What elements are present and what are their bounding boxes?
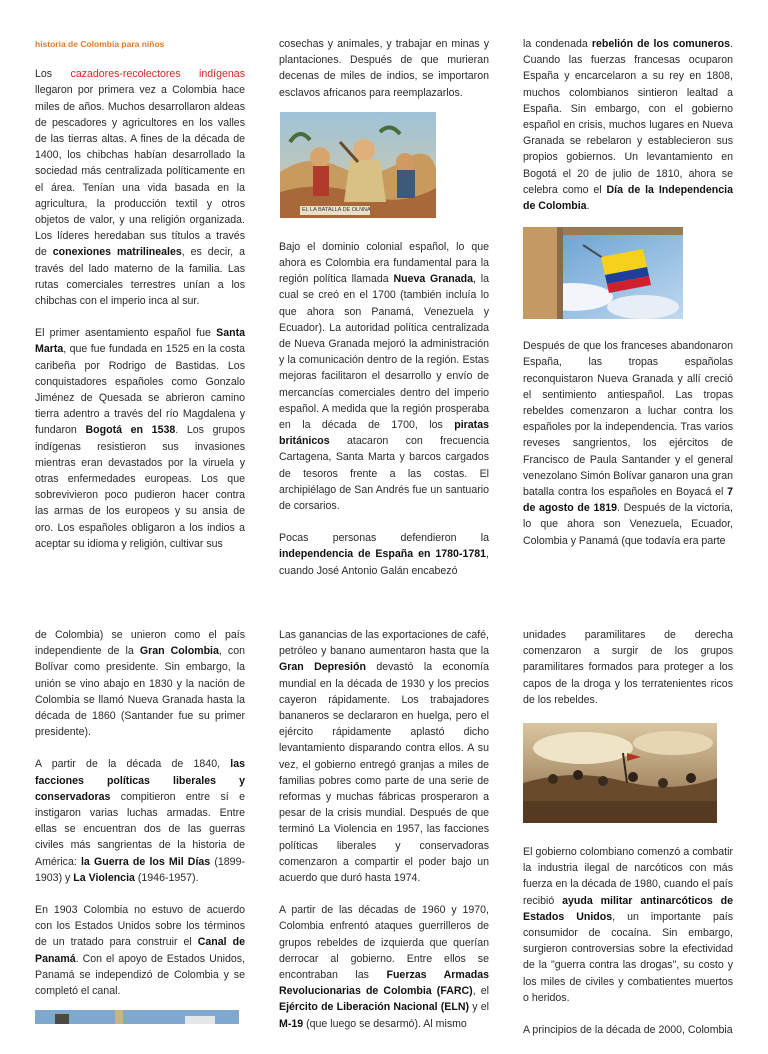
text: devastó la economía mundial en la década de 1930 y los precios cayeron rápidamente. Los trabajadores bananeros se declararon en huelga, pero el ejército rápidamente aplastó dicho levantamiento disparando contra ellos. A su vez, el gobierno entregó granjas a miles de familias pobres como parte de una serie de reformas y muchas fábricas prosperaron a pesar de la crisis mundial. Después de que terminó La Violencia en 1957, las facciones políticas liberales y conservadoras comenzaron a compartir el poder bajo un acuerdo que duró hasta 1974. [279, 661, 489, 885]
text: (que luego se desarmó). Al mismo [303, 1017, 467, 1030]
paragraph [523, 844, 733, 1006]
bold-term: piratas británicos [279, 419, 489, 448]
highlighted-term: cazadores-recolectores indígenas [70, 68, 245, 81]
bold-term: Bogotá en 1538 [85, 424, 176, 437]
bold-term: 7 de agosto de 1819 [523, 486, 733, 515]
page1-column-1 [35, 36, 245, 568]
text: . Cuando las fuerzas francesas ocuparon España y encarcelaron a su rey en 1808, muchos colombianos sintieron lealtad a España. Sin embargo, con el gobierno español en crisis, muchos lugares en Nueva Granada se rebelaron y establecieron sus propios gobiernos. Un levantamiento en Bogotá el 20 de julio de 1810, ahora se celebra como el [523, 38, 733, 196]
text: atacaron con frecuencia Cartagena, Santa Marta y barcos cargados de tesoros frente a las costas. El archipiélago de San Andrés fue un santuario de corsarios. [279, 435, 489, 513]
text: llegaron por primera vez a Colombia hace miles de años. Muchos desarrollaron aldeas de pescadores y agricultores en los valles de las tierras altas. A fines de la década de 1400, los chibchas habían desarrollado la sociedad más centralizada políticamente en el área. Tenían una vida basada en la agricultura, la producción textil y otros objetos de valor, y una religión organizada. Los líderes heredaban sus títulos a través de [35, 84, 245, 259]
colombian-flag-photo [523, 227, 683, 319]
bold-term: rebelión de los comuneros [591, 38, 731, 50]
text: A partir de las décadas de 1960 y 1970, Colombia enfrentó ataques guerrilleros de grupos rebeldes de izquierda que querían derrocar al gobierno. Entre ellos se encontraban las [279, 904, 489, 982]
statue-photo [35, 1010, 239, 1024]
paragraph [279, 530, 489, 579]
paragraph [35, 756, 245, 886]
text: , es decir, a través del lado materno de la familia. Las rutas comerciales terrestres unían a los chibchas con el imperio inca al sur. [35, 246, 245, 308]
bold-term: Gran Depresión [279, 661, 366, 674]
bold-term: ayuda militar antinarcóticos de Estados Unidos [523, 894, 733, 923]
paragraph: unidades paramilitares de derecha comenzaron a surgir de los grupos paramilitares formados para proteger a los capos de la droga y los terratenientes ricos de los rebeldes. [523, 629, 733, 706]
battle-painting-image [280, 112, 436, 218]
document-title: historia de Colombia para niños [35, 39, 165, 49]
paragraph [35, 627, 245, 740]
paragraph [35, 66, 245, 309]
image-caption: EL LA BATALLA DE OLNNA [302, 207, 371, 213]
text: , que fue fundada en 1525 en la costa caribeña por Rodrigo de Bastidas. Los conquistadores españoles como Gonzalo Jiménez de Quesada se abrieron camino tierra adentro a través del río Magdalena y fundaron [35, 343, 245, 437]
text: y el [469, 1001, 489, 1014]
text: la condenada [523, 38, 592, 50]
text: , un importante país consumidor de cocaína. Sin embargo, surgieron controversias sobre la efectividad de la "guerra contra las drogas", su costo y los miles de civiles y combatientes muertos o heridos. [523, 910, 733, 1004]
bold-term: Ejército de Liberación Nacional (ELN) [279, 1001, 470, 1014]
text: , la cual se creó en el 1700 (también incluía lo que ahora son Panamá, Venezuela y Ecuador). La autoridad política centralizada de Nueva Granada mejoró la administración y la comunicación dentro de la región. Estas mejoras facilitaron el desarrollo y envío de mercancías comerciales dentro del imperio español. A medida que la región prosperaba en la década de 1700, los [279, 273, 489, 432]
text: Pocas personas defendieron la [279, 532, 489, 545]
text: Los [35, 68, 71, 81]
paragraph [523, 338, 733, 549]
text: , el [472, 985, 490, 998]
bold-term: la Guerra de los Mil Días [80, 855, 211, 868]
text: , con Bolívar como presidente. Sin embargo, la unión se vino abajo en 1830 y la nación de Colombia se llamó Nueva Granada hasta la década de 1860 (Santander fue su primer presidente). [35, 645, 245, 739]
bold-term: Fuerzas Armadas Revolucionarias de Colombia (FARC) [279, 969, 489, 998]
bold-term: conexiones matrilineales [52, 246, 182, 259]
bold-term: las facciones políticas liberales y conservadoras [35, 758, 245, 803]
paragraph [279, 239, 489, 514]
bold-term: Canal de Panamá [35, 936, 246, 965]
war-painting-image [523, 723, 717, 823]
text: de Colombia) se unieron como el país independiente de la [35, 629, 245, 658]
text: Las ganancias de las exportaciones de café, petróleo y banano aumentaron hasta que la [279, 629, 489, 658]
text: (1899-1903) y [35, 855, 245, 884]
paragraph: cosechas y animales, y trabajar en minas y plantaciones. Después de que murieran decenas de miles de indios, se importaron esclavos africanos para reemplazarlos. [279, 38, 489, 99]
text: compitieron entre sí e instigaron varias luchas armadas. Entre ellas se encuentran dos de las guerras civiles más sangrientas de la historia de América: [35, 790, 245, 868]
paragraph [279, 902, 489, 1032]
text: , cuando José Antonio Galán encabezó [279, 548, 489, 577]
text: . [586, 200, 590, 213]
text: . Después de la victoria, lo que ahora son Venezuela, Ecuador, Colombia y Panamá (que todavía era parte [523, 502, 733, 547]
page2-column-3 [523, 627, 733, 1054]
paragraph: A principios de la década de 2000, Colombia [523, 1024, 733, 1037]
text: En 1903 Colombia no estuvo de acuerdo con los Estados Unidos sobre los términos de un tratado para construir el [35, 904, 245, 949]
text: A partir de la década de 1840, [35, 758, 231, 771]
paragraph [35, 325, 245, 552]
bold-term: M-19 [279, 1017, 304, 1030]
bold-term: Gran Colombia [139, 645, 219, 658]
text: (1946-1957). [134, 871, 199, 884]
text: . Con el apoyo de Estados Unidos, Panamá se independizó de Colombia y se completó el canal. [35, 952, 245, 998]
bold-term: independencia de España en 1780-1781 [279, 548, 487, 561]
text: El primer asentamiento español fue [35, 327, 217, 340]
text: El gobierno colombiano comenzó a combatir la industria ilegal de narcóticos con más fuerza en la década de 1980, cuando el país recibió [523, 846, 733, 907]
paragraph [35, 902, 245, 999]
page2-column-1 [35, 627, 245, 1015]
bold-term: La Violencia [73, 871, 135, 884]
bold-term: Nueva Granada [393, 273, 474, 286]
text: . Los grupos indígenas resistieron sus invasiones mientras eran devastados por la viruela y otras enfermedades europeas. Los que sobrevivieron poco pudieron hacer contra las armas de los europeos y su ansia de oro. Los españoles obligaron a los indios a aceptar su idioma y religión, cultivar sus [35, 424, 245, 550]
paragraph [279, 627, 489, 886]
bold-term: Santa Marta [35, 327, 245, 356]
text: Bajo el dominio colonial español, lo que ahora es Colombia era fundamental para la región política llamada [279, 240, 489, 286]
text: Después de que los franceses abandonaron España, las tropas españolas reconquistaron Nueva Granada y allí creció el sentimiento antiespañol. Las tropas rebeldes comenzaron a luchar contra los españoles por la independencia. Tras varios reveses sangrientos, los ejércitos de Francisco de Paula Santander y el general venezolano Simón Bolívar ganaron una gran batalla contra los españoles en Boyacá el [523, 340, 733, 499]
page2-column-2 [279, 627, 489, 1048]
paragraph [523, 36, 733, 214]
bold-term: Día de la Independencia de Colombia [523, 183, 733, 213]
